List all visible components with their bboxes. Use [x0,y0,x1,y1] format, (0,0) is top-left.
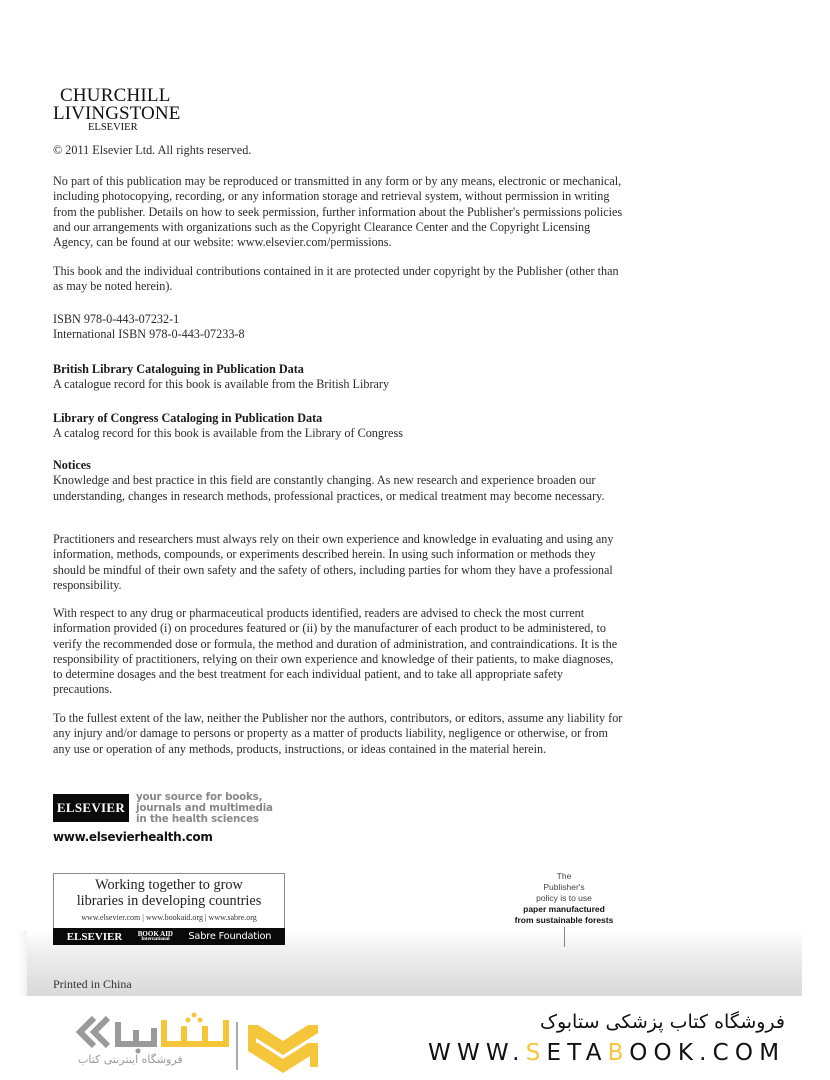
loc-text: A catalog record for this book is available from the Library of Congress [53,426,403,441]
copyright-notice: © 2011 Elsevier Ltd. All rights reserved. [53,143,252,157]
book-aid-logo-bar [53,928,285,945]
elsevier-bar-logo: ELSEVIER [66,930,123,943]
policy-line-3: policy is to use [536,893,592,903]
policy-line-5: from sustainable forests [514,915,614,925]
policy-line-2: Publisher's [543,882,585,892]
british-library-heading: British Library Cataloguing in Publication Data [53,362,304,376]
notices-paragraph-4: To the fullest extent of the law, neither the Publisher nor the authors, contributors, or editors, assume any liability for any injury and/or damage to persons or property as a matter of products liability, negligence or otherwise, or from any use or operation of any methods, products, instructions, or ideas contained in the material herein. [53,711,623,756]
tagline-line-3: in the health sciences [136,813,259,825]
elsevier-health-banner [53,792,283,852]
logo-line-1: CHURCHILL [60,85,171,106]
health-tagline [136,792,273,825]
book-aid-title-line-2: libraries in developing countries [76,893,262,909]
url-suffix: OOK.COM [629,1040,786,1066]
sabre-foundation-logo: Sabre Foundation [188,931,272,942]
paper-policy-note [504,871,624,926]
british-library-block [53,362,623,393]
notices-paragraph-1: Knowledge and best practice in this field are constantly changing. As new research and experience broaden our understanding, changes in research methods, professional practices, or medical treatment may become necessary. [53,473,605,503]
url-b: B [607,1040,630,1066]
printed-in: Printed in China [53,977,132,991]
notices-block [53,458,623,504]
book-aid-sub-label: International [141,936,170,942]
isbn-block [53,312,623,343]
setabook-logo [60,1010,340,1075]
tagline-line-1: your source for books, [136,791,263,803]
book-aid-title [54,877,284,909]
setabook-url[interactable] [428,1040,785,1066]
policy-line-1: The [556,871,572,881]
policy-line-4: paper manufactured [523,904,605,914]
setabook-chevron-icon [248,1025,318,1075]
churchill-livingstone-logo [53,86,193,134]
setabook-divider [236,1022,238,1070]
elsevier-logo: ELSEVIER [53,794,129,822]
library-of-congress-block [53,411,623,442]
logo-line-2: LIVINGSTONE [53,103,181,124]
setabook-persian-title: فروشگاه کتاب پزشکی ستابوک [539,1011,785,1033]
isbn: ISBN 978-0-443-07232-1 [53,312,180,326]
book-aid-urls: www.elsevier.com | www.bookaid.org | www.sabre.org [81,913,257,922]
notices-paragraph-3: With respect to any drug or pharmaceutical products identified, readers are advised to check the most current information provided (i) on procedures featured or (ii) by the manufacturer of each product to be administered, to verify the recommended dose or formula, the method and duration of administration, and contraindications. It is the responsibility of practitioners, relying on their own experience and knowledge of their patients, to make diagnoses, to determine dosages and the best treatment for each individual patient, and to take all appropriate safety precautions. [53,606,618,697]
book-aid-label: BOOK AID [137,929,173,938]
setabook-wordmark-icon [68,1012,238,1054]
setabook-subtitle: فروشگاه اینترنتی کتاب [78,1053,183,1066]
url-mid: ETA [546,1040,608,1066]
loc-heading: Library of Congress Cataloging in Publication Data [53,411,323,425]
notices-paragraph-2: Practitioners and researchers must always rely on their own experience and knowledge in evaluating and using any information, methods, compounds, or experiments described herein. In using such information or methods they should be mindful of their own safety and the safety of others, including parties for whom they have a professional responsibility. [53,532,614,592]
notices-heading: Notices [53,458,91,472]
elsevier-health-url: www.elsevierhealth.com [53,830,213,844]
url-s: S [525,1040,547,1066]
paper-policy-line [564,927,565,947]
protection-paragraph: This book and the individual contributions contained in it are protected under copyright by the Publisher (other than as may be noted herein). [53,264,619,294]
book-aid-banner [53,873,285,945]
british-library-text: A catalogue record for this book is available from the British Library [53,377,390,392]
book-aid-logo [138,931,173,943]
logo-line-3: ELSEVIER [88,122,138,133]
reproduction-paragraph: No part of this publication may be reproduced or transmitted in any form or by any means, electronic or mechanical, including photocopying, recording, or any information storage and retrieval system, without permission in writing from the publisher. Details on how to seek permission, further information about the Publisher's permissions policies and our arrangements with organizations such as the Copyright Clearance Center and the Copyright Licensing Agency, can be found at our website: www.elsevier.com/permissions. [53,174,623,250]
international-isbn: International ISBN 978-0-443-07233-8 [53,327,245,342]
tagline-line-2: journals and multimedia [136,802,273,814]
book-aid-title-line-1: Working together to grow [95,877,243,893]
url-prefix: WWW. [428,1040,526,1066]
